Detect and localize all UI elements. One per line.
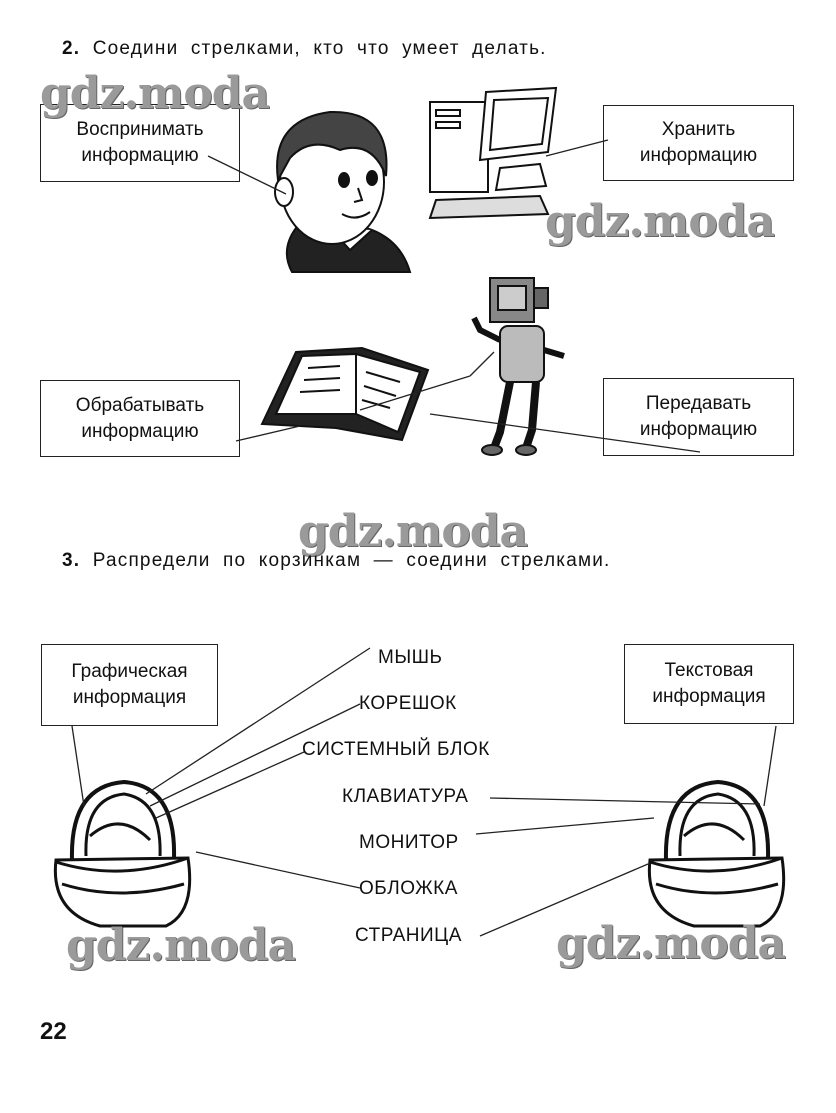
box-perceive-line1: Воспринимать <box>76 119 204 140</box>
word-system-unit: СИСТЕМНЫЙ БЛОК <box>302 739 490 760</box>
watermark-3: gdz.moda <box>298 506 528 557</box>
box-text-information <box>624 644 794 724</box>
task-3-number: 3. <box>62 550 81 571</box>
task-2-number: 2. <box>62 38 81 59</box>
book-illustration <box>262 348 428 440</box>
word-page: СТРАНИЦА <box>355 925 462 946</box>
watermark-5: gdz.moda <box>556 918 786 969</box>
word-monitor: МОНИТОР <box>359 832 459 853</box>
left-basket-illustration <box>55 782 189 926</box>
robot-illustration <box>474 278 564 455</box>
computer-illustration <box>430 88 556 218</box>
boy-illustration <box>275 112 410 272</box>
box-store-line2: информацию <box>639 145 758 166</box>
box-graphic-information <box>41 644 218 726</box>
page-number: 22 <box>40 1018 67 1045</box>
watermark-2: gdz.moda <box>545 196 775 247</box>
word-spine: КОРЕШОК <box>359 693 457 714</box>
word-cover: ОБЛОЖКА <box>359 878 458 899</box>
box-perceive-line2: информацию <box>81 145 199 166</box>
task-3-text: Распредели по корзинкам — соедини стрелками. <box>92 550 611 571</box>
box-process-line2: информацию <box>81 420 199 442</box>
word-keyboard: КЛАВИАТУРА <box>342 786 469 807</box>
watermark-1: gdz.moda <box>40 68 270 119</box>
box-graphic-line1: Графическая <box>71 661 188 682</box>
box-graphic-line2: информация <box>72 687 187 708</box>
task-3-heading <box>62 550 611 572</box>
box-store-line1: Хранить <box>661 119 736 140</box>
watermark-4: gdz.moda <box>66 920 296 971</box>
box-text-line1: Текстовая <box>664 660 754 681</box>
box-transmit-line1: Передавать <box>645 393 752 414</box>
box-process-line1: Обрабатывать <box>75 394 205 416</box>
word-mouse: МЫШЬ <box>378 647 443 668</box>
box-transmit-line2: информацию <box>639 419 758 440</box>
task-2-text: Соедини стрелками, кто что умеет делать. <box>92 38 547 59</box>
box-text-line2: информация <box>652 686 766 707</box>
